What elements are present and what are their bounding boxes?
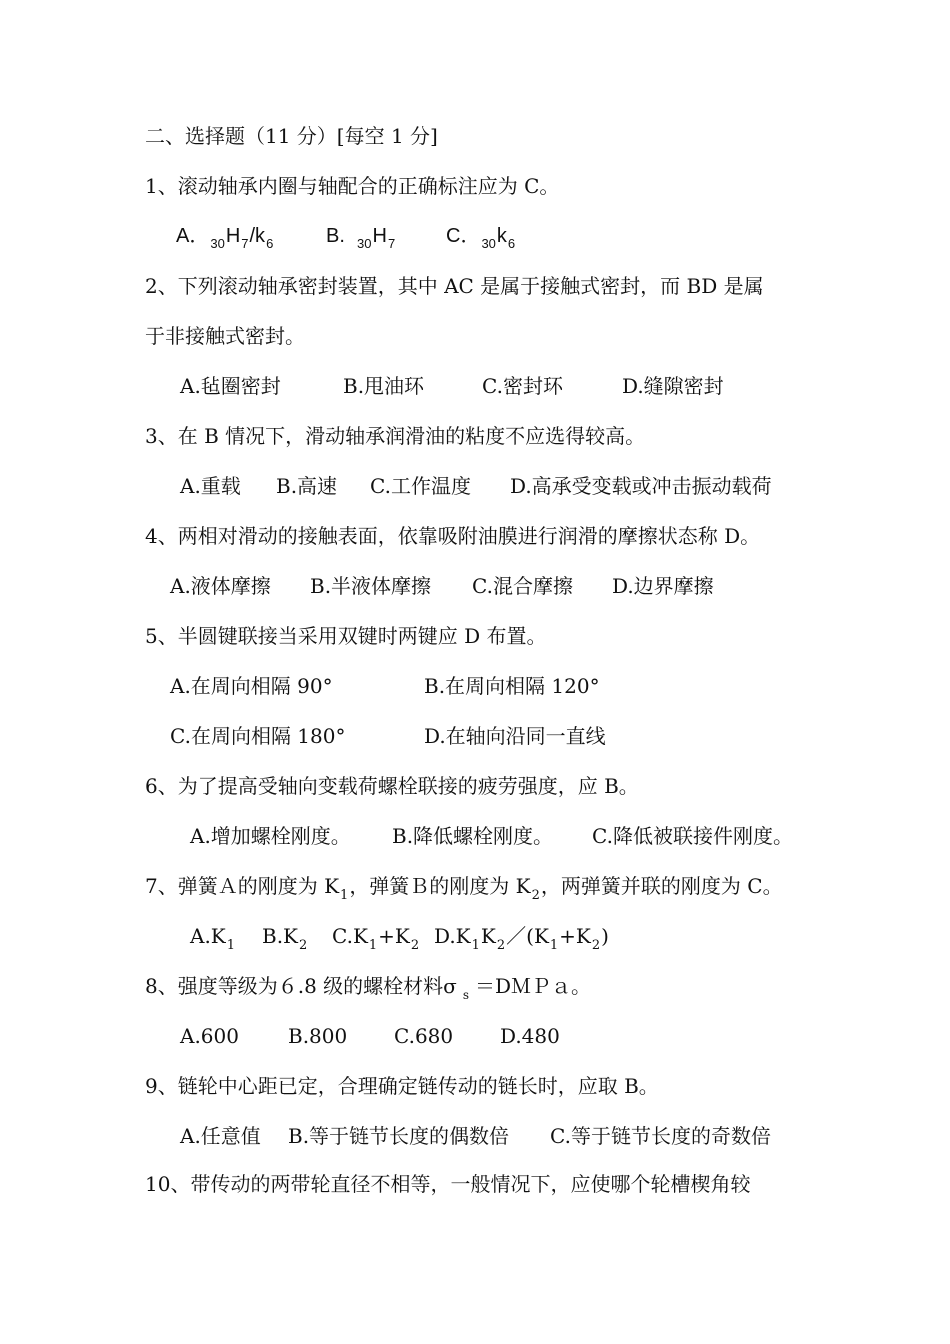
option-a: A.液体摩擦 bbox=[170, 574, 271, 598]
question-10-text: 10、带传动的两带轮直径不相等，一般情况下，应使哪个轮槽楔角较 bbox=[145, 1172, 751, 1196]
question-7-text: 7、弹簧Ａ的刚度为 $K_1$，弹簧Ｂ的刚度为 $K_2$，两弹簧并联的刚度为 C。 bbox=[145, 874, 783, 903]
option-b: $B.K_2$ bbox=[262, 924, 308, 953]
question-3-options bbox=[180, 472, 820, 502]
question-9-options bbox=[180, 1122, 820, 1152]
option-b: B. $_{30}H_7$ bbox=[326, 225, 396, 251]
option-a: A.任意值 bbox=[180, 1124, 261, 1148]
question-1-text: 1、滚动轴承内圈与轴配合的正确标注应为 C。 bbox=[145, 174, 560, 198]
option-d: $D.K_1K_2/(K_1+K_2)$ bbox=[434, 924, 609, 953]
option-a: $A.K_1$ bbox=[190, 924, 236, 953]
question-8-text: 8、强度等级为６.8 级的螺栓材料σ $_s$ ＝DＭＰａ。 bbox=[145, 974, 592, 1002]
option-c: C.降低被联接件刚度。 bbox=[592, 824, 793, 848]
question-1-options bbox=[176, 222, 596, 254]
question-3-text: 3、在 B 情况下，滑动轴承润滑油的粘度不应选得较高。 bbox=[145, 424, 646, 448]
option-d: D.在轴向沿同一直线 bbox=[424, 724, 606, 748]
question-5-text: 5、半圆键联接当采用双键时两键应 D 布置。 bbox=[145, 624, 547, 648]
option-c: C.等于链节长度的奇数倍 bbox=[550, 1124, 771, 1148]
option-d: D.高承受变载或冲击振动载荷 bbox=[510, 474, 772, 498]
option-b: B.800 bbox=[288, 1024, 348, 1048]
option-b: B.等于链节长度的偶数倍 bbox=[288, 1124, 510, 1148]
option-d: D.缝隙密封 bbox=[622, 374, 724, 398]
question-2-options bbox=[180, 372, 780, 402]
question-2-text-cont: 于非接触式密封。 bbox=[145, 324, 305, 348]
option-a: A.在周向相隔 90° bbox=[170, 674, 333, 698]
option-b: B.降低螺栓刚度。 bbox=[392, 824, 554, 848]
question-8-options bbox=[180, 1022, 600, 1052]
question-7-options bbox=[190, 922, 710, 954]
question-2-text: 2、下列滚动轴承密封装置，其中 AC 是属于接触式密封，而 BD 是属 bbox=[145, 274, 764, 298]
option-b: B.在周向相隔 120° bbox=[424, 674, 600, 698]
question-9-text: 9、链轮中心距已定，合理确定链传动的链长时，应取 B。 bbox=[145, 1074, 659, 1098]
question-6-options bbox=[190, 822, 830, 852]
option-b: B.半液体摩擦 bbox=[310, 574, 432, 598]
question-4-text: 4、两相对滑动的接触表面，依靠吸附油膜进行润滑的摩擦状态称 D。 bbox=[145, 524, 761, 548]
option-a: A.600 bbox=[180, 1024, 239, 1048]
option-a: A.增加螺栓刚度。 bbox=[190, 824, 351, 848]
option-a: A.毡圈密封 bbox=[180, 374, 281, 398]
option-c: C.680 bbox=[394, 1024, 454, 1048]
section-title: 二、选择题（11 分）[每空 1 分] bbox=[145, 124, 438, 148]
option-a: A．$_{30}H_7/k_6$ bbox=[176, 225, 274, 251]
question-5-options-row1 bbox=[170, 672, 670, 702]
option-d: D.480 bbox=[500, 1024, 560, 1048]
question-4-options bbox=[170, 572, 790, 602]
question-5-options-row2 bbox=[170, 722, 670, 752]
option-c: C.密封环 bbox=[482, 374, 563, 398]
option-c: $C.K_1+K_2$ bbox=[332, 924, 420, 953]
option-c: C．$_{30}k_6$ bbox=[446, 225, 516, 251]
option-b: B.高速 bbox=[276, 474, 338, 498]
option-a: A.重载 bbox=[180, 474, 241, 498]
option-b: B.甩油环 bbox=[343, 374, 425, 398]
option-c: C.工作温度 bbox=[370, 474, 471, 498]
option-c: C.混合摩擦 bbox=[472, 574, 573, 598]
question-6-text: 6、为了提高受轴向变载荷螺栓联接的疲劳强度，应 B。 bbox=[145, 774, 639, 798]
option-d: D.边界摩擦 bbox=[612, 574, 714, 598]
option-c: C.在周向相隔 180° bbox=[170, 724, 346, 748]
